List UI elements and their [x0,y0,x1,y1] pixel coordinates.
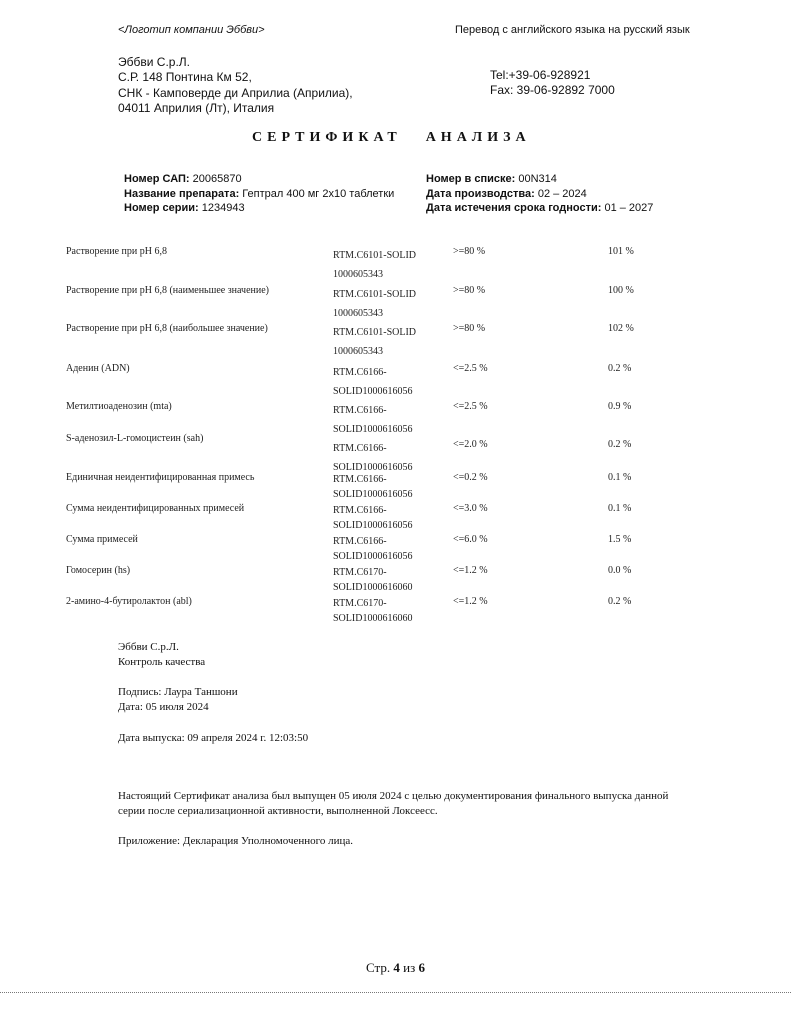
test-method-line-1: RTM.C6101-SOLID [333,327,417,338]
attachment-note: Приложение: Декларация Уполномоченного лица. [118,835,354,847]
test-name: Гомосерин (hs) [66,565,131,576]
signature-date: Дата: 05 июля 2024 [118,701,209,713]
test-name: Метилтиоаденозин (mta) [66,401,172,412]
test-method [333,285,416,323]
signoff-company: Эббви С.р.Л. [118,641,179,653]
test-method-line-2: SOLID1000616060 [333,613,413,624]
test-method-line-2: SOLID1000616056 [333,462,413,473]
signoff-department: Контроль качества [118,656,206,668]
test-result: 0.1 % [608,503,632,514]
test-result: 0.1 % [608,472,632,483]
page-prefix: Стр. [366,960,391,975]
test-specification: >=80 % [453,323,486,334]
translation-note: Перевод с английского языка на русский язык [455,24,690,36]
test-name: Аденин (ADN) [66,363,130,374]
test-result: 1.5 % [608,534,632,545]
test-method-line-1: RTM.C6166- [333,505,387,516]
test-specification: <=2.0 % [453,439,488,450]
list-value: 00N314 [518,173,557,185]
address-line-1: С.Р. 148 Понтина Км 52, [118,70,252,85]
sap-label: Номер САП: [124,173,190,185]
test-method-line-2: SOLID1000616056 [333,551,413,562]
page-total: 6 [418,960,425,975]
page-number [0,960,791,976]
test-name: 2-амино-4-бутиролактон (abl) [66,596,192,607]
release-statement: Настоящий Сертификат анализа был выпущен 05 июля 2024 с целью документирования финального выпуска данной серии после сериализационной активности, выполненной Локсеесс. [118,790,669,817]
test-method-line-2: SOLID1000616056 [333,386,413,397]
test-method [333,503,412,533]
test-method [333,596,412,626]
test-method-line-2: SOLID1000616056 [333,424,413,435]
telephone: Tel:+39-06-928921 [490,68,591,82]
test-name: Растворение при pH 6,8 (наибольшее значение) [66,323,268,334]
test-method [333,472,412,502]
signature-block [118,685,238,715]
test-specification: <=2.5 % [453,401,488,412]
address-line-2: СНК - Камповерде ди Априлиа (Априлиа), [118,85,353,100]
batch-label: Номер серии: [124,202,199,214]
signoff-block [118,640,205,670]
expiry-date-value: 01 – 2027 [604,202,654,214]
test-method-line-2: SOLID1000616056 [333,520,413,531]
test-method [333,246,416,284]
test-result: 0.2 % [608,439,632,450]
test-name: Сумма неидентифицированных примесей [66,503,245,514]
page-break-line [0,992,791,993]
title-word-2: АНАЛИЗА [425,130,531,145]
drug-value: Гептрал 400 мг 2x10 таблетки [242,187,395,200]
page-of: из [403,960,416,975]
test-method-line-2: 1000605343 [333,346,383,357]
test-method-line-1: RTM.C6101-SOLID [333,250,417,261]
test-result: 102 % [608,323,634,334]
test-method [333,363,412,401]
issue-date: Дата выпуска: 09 апреля 2024 г. 12:03:50 [118,732,309,744]
batch-value: 1234943 [201,202,245,214]
test-name: Растворение при pH 6,8 (наименьшее значение) [66,285,269,296]
test-method-line-1: RTM.C6166- [333,405,387,416]
company-logo-placeholder: <Логотип компании Эббви> [118,24,265,36]
test-name: Сумма примесей [66,534,138,545]
signature: Подпись: Лаура Таншони [118,686,238,698]
test-specification: <=2.5 % [453,363,488,374]
company-name: Эббви С.р.Л. [118,55,190,69]
test-method-line-1: RTM.C6166- [333,367,387,378]
test-name: Единичная неидентифицированная примесь [66,472,255,483]
test-result: 0.2 % [608,363,632,374]
test-method-line-2: SOLID1000616060 [333,582,413,593]
test-result: 0.0 % [608,565,632,576]
test-method-line-1: RTM.C6101-SOLID [333,289,417,300]
sap-value: 20065870 [192,173,242,185]
test-result: 100 % [608,285,634,296]
product-info-right [426,172,653,216]
test-specification: <=0.2 % [453,472,488,483]
test-specification: >=80 % [453,285,486,296]
production-date-value: 02 – 2024 [537,187,587,200]
fax: Fax: 39-06-92892 7000 [490,83,615,97]
test-method-line-1: RTM.C6166- [333,443,387,454]
test-method-line-1: RTM.C6170- [333,598,387,609]
page-current: 4 [393,960,400,975]
test-method [333,323,416,361]
test-method-line-2: 1000605343 [333,308,383,319]
test-specification: <=6.0 % [453,534,488,545]
test-name: Растворение при pH 6,8 [66,246,167,257]
company-contacts [490,68,615,98]
product-info-left [124,172,394,216]
test-result: 0.9 % [608,401,632,412]
test-result: 101 % [608,246,634,257]
address-line-3: 04011 Априлия (Лт), Италия [118,100,275,115]
test-method [333,534,412,564]
test-specification: <=1.2 % [453,565,488,576]
test-method [333,565,412,595]
test-result: 0.2 % [608,596,632,607]
test-method-line-1: RTM.C6170- [333,567,387,578]
list-label: Номер в списке: [426,173,516,185]
test-specification: <=1.2 % [453,596,488,607]
test-method-line-2: SOLID1000616056 [333,489,413,500]
test-method [333,401,412,439]
production-date-label: Дата производства: [426,187,535,200]
drug-label: Название препарата: [124,187,240,200]
expiry-date-label: Дата истечения срока годности: [426,202,602,214]
test-method-line-1: RTM.C6166- [333,474,387,485]
document-title [252,130,531,146]
title-word-1: СЕРТИФИКАТ [252,130,402,145]
test-specification: <=3.0 % [453,503,488,514]
company-address [118,55,353,116]
test-specification: >=80 % [453,246,486,257]
test-method-line-2: 1000605343 [333,269,383,280]
test-name: S-аденозил-L-гомоцистеин (sah) [66,433,204,444]
test-method-line-1: RTM.C6166- [333,536,387,547]
